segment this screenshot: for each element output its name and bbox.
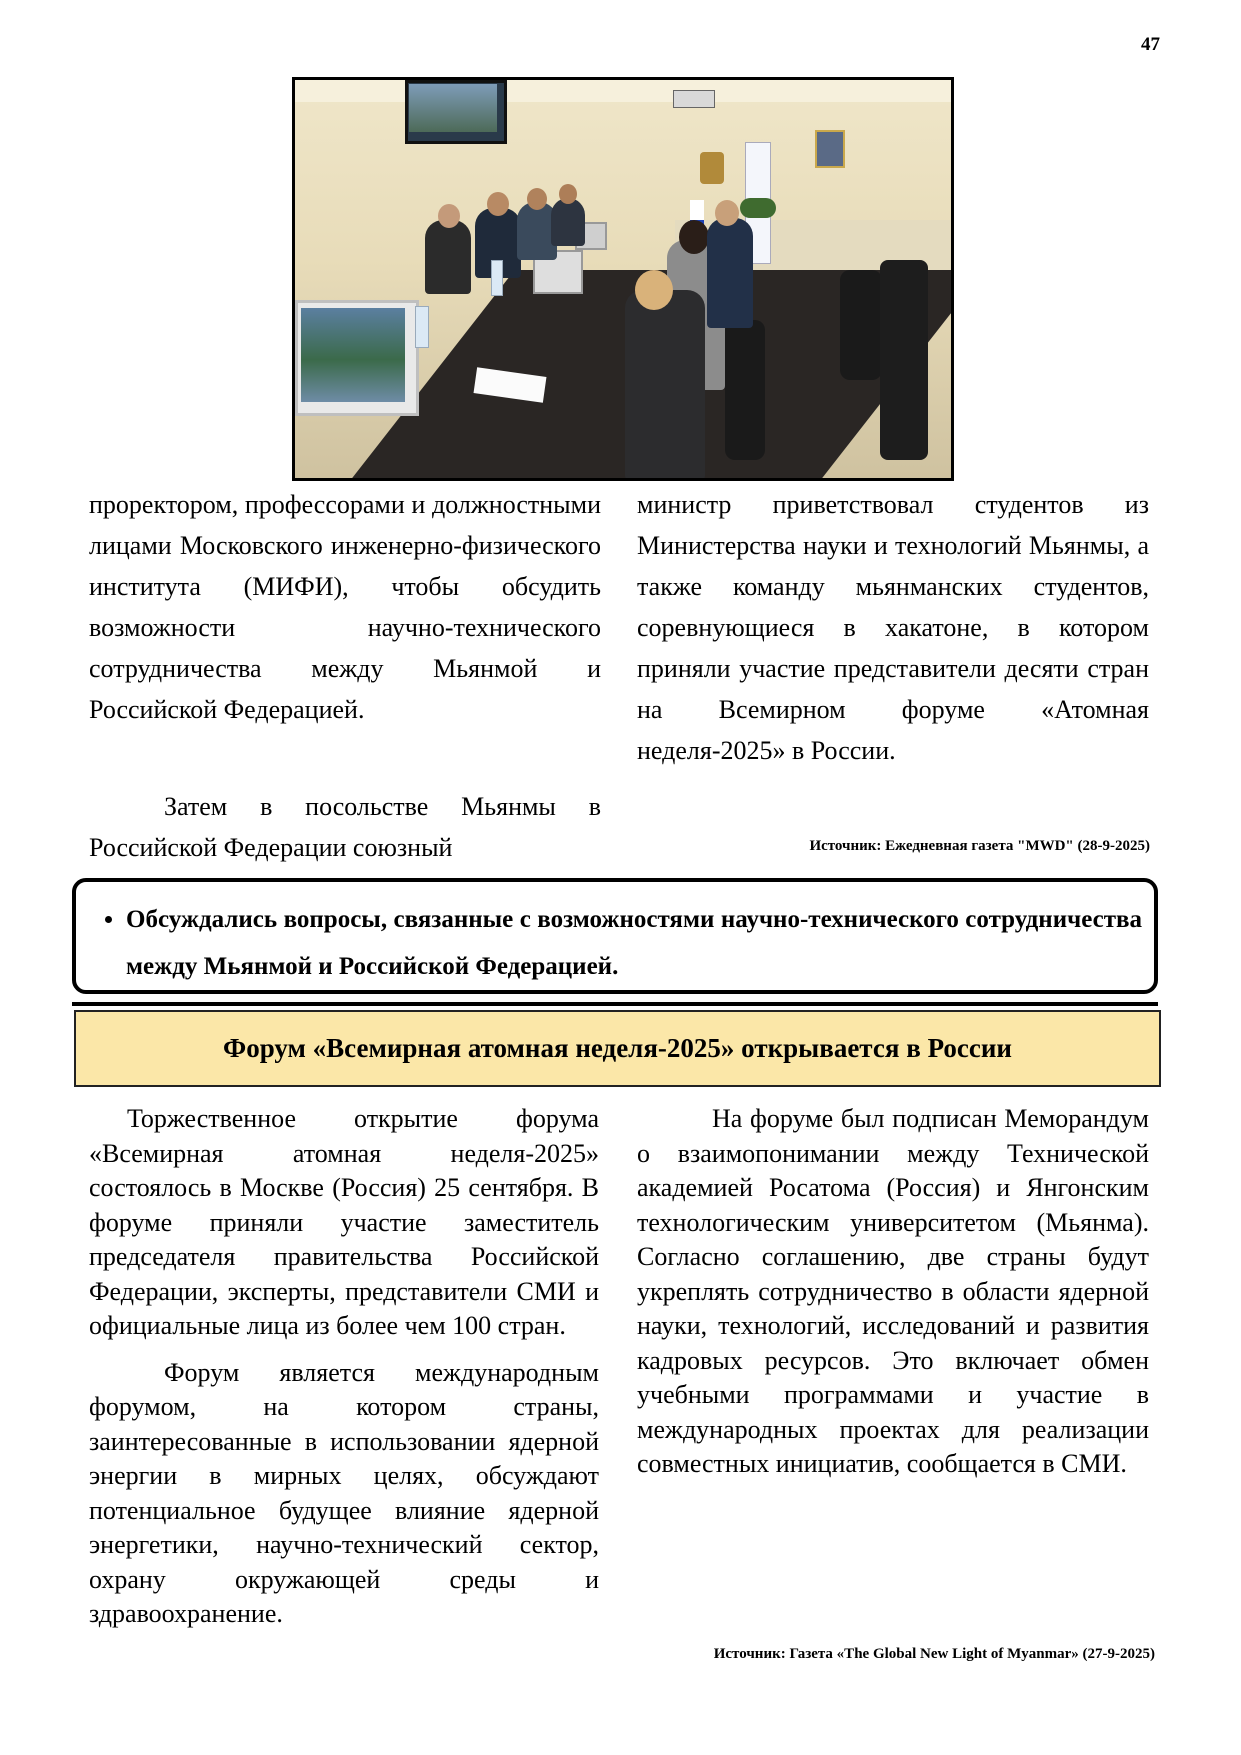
photo-person-head [438, 204, 460, 228]
photo-person [425, 220, 471, 294]
article1-left-paragraph-2: Затем в посольстве Мьянмы в Российской Федерации союзный [89, 792, 601, 862]
meeting-photo [292, 77, 954, 481]
article2-title: Форум «Всемирная атомная неделя-2025» открывается в России [223, 1033, 1012, 1063]
photo-person-head [635, 270, 673, 310]
summary-box [72, 878, 1158, 994]
photo-person-head [487, 192, 509, 216]
summary-list [76, 882, 1154, 990]
page-number: 47 [1141, 34, 1160, 55]
photo-person [551, 198, 585, 246]
photo-projector [673, 90, 715, 108]
article2-title-banner [74, 1010, 1161, 1087]
article2-right-paragraph-1: На форуме был подписан Меморандум о взаимопонимании между Технической академией Росатома (Россия) и Янгонским технологическим университетом (Мьянма). Согласно соглашению, две страны будут укреплять сотрудничество в области ядерной науки, технологий, исследований и развития кадровых ресурсов. Это включает обмен учебными программами и участие в международных проектах для реализации совместных инициатив, сообщается в СМИ. [637, 1104, 1149, 1478]
photo-water-bottle [415, 306, 429, 348]
photo-ceiling [295, 80, 951, 102]
article2-left-column [89, 1102, 599, 1632]
photo-person [707, 218, 753, 328]
photo-emblem [700, 152, 724, 184]
photo-chair [725, 320, 765, 460]
photo-person [625, 290, 705, 480]
article2-source: Источник: Газета «The Global New Light of Myanmar» (27-9-2025) [713, 1646, 1155, 1662]
photo-chair [840, 270, 882, 380]
photo-chair [880, 260, 928, 460]
photo-monitor-front-screen [301, 308, 405, 402]
photo-wall-tv-screen [409, 84, 497, 132]
photo-person-head [715, 200, 739, 226]
photo-person-head [559, 184, 577, 204]
article2-left-paragraph-2: Форум является международным форумом, на котором страны, заинтересованные в использовании ядерной энергии в мирных целях, обсуждают потенциальное будущее влияние ядерной энергетики, научно-технический сектор, охрану окружающей среды и здравоохранение. [89, 1357, 599, 1628]
article2-right-column [637, 1102, 1149, 1482]
photo-person-head [679, 220, 709, 254]
section-divider [72, 1002, 1158, 1006]
photo-water-bottle [491, 260, 503, 296]
photo-person-head [527, 188, 547, 210]
article1-right-column [637, 484, 1149, 771]
article1-left-paragraph-1: проректором, профессорами и должностными лицами Московского инженерно-физического института (МИФИ), чтобы обсудить возможности научно-технического сотрудничества между Мьянмой и Российской Федерацией. [89, 490, 601, 724]
summary-item: • Обсуждались вопросы, связанные с возможностями научно-технического сотрудничества между Мьянмой и Российской Федерацией. [126, 896, 1142, 990]
photo-plant [740, 198, 776, 218]
article1-source: Источник: Ежедневная газета "MWD" (28-9-2025) [809, 838, 1150, 854]
article1-left-column [89, 484, 601, 730]
photo-portrait [815, 130, 845, 168]
article1-right-paragraph-1: министр приветствовал студентов из Министерства науки и технологий Мьянмы, а также команду мьянманских студентов, соревнующиеся в хакатоне, в котором приняли участие представители десяти стран на Всемирном форуме «Атомная неделя-2025» в России. [637, 490, 1149, 765]
article2-left-paragraph-1: Торжественное открытие форума «Всемирная атомная неделя-2025» состоялось в Москве (Россия) 25 сентября. В форуме приняли участие заместитель председателя правительства Российской Федерации, эксперты, представители СМИ и официальные лица из более чем 100 стран. [89, 1104, 599, 1340]
